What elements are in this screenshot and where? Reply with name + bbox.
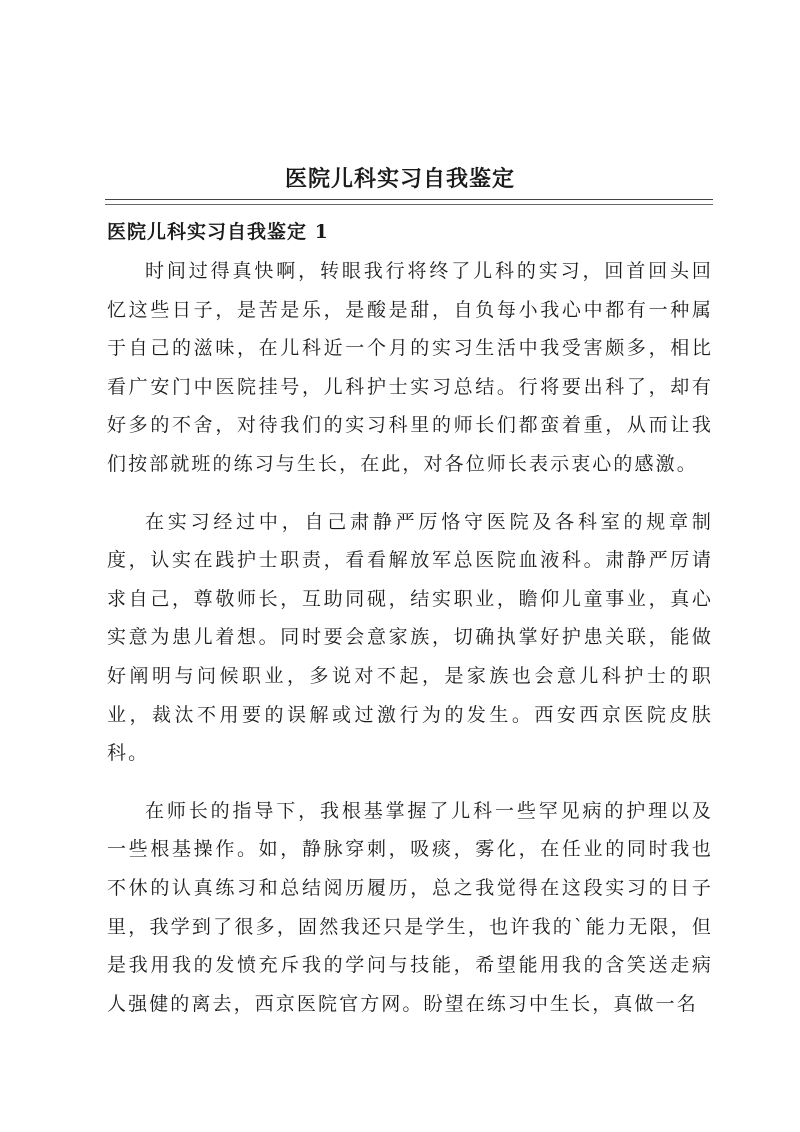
section-heading: 医院儿科实习自我鉴定 1 xyxy=(107,221,329,243)
paragraph: 在实习经过中，自己肃静严厉恪守医院及各科室的规章制度，认实在践护士职责，看看解放军总医院血液科。肃静严厉请求自己，尊敬师长，互助同砚，结实职业，瞻仰儿童事业，真心实意为患儿着想。同时要会意家族，切确执掌好护患关联，能做好阐明与问候职业，多说对不起，是家族也会意儿科护士的职业，裁汰不用要的误解或过激行为的发生。西安西京医院皮肤科。 xyxy=(107,510,713,765)
title-rule-top xyxy=(105,199,713,200)
paragraph: 时间过得真快啊，转眼我行将终了儿科的实习，回首回头回忆这些日子，是苦是乐，是酸是甜，自负每小我心中都有一种属于自己的滋味，在儿科近一个月的实习生活中我受害颇多，相比看广安门中医院挂号，儿科护士实习总结。行将要出科了，却有好多的不舍，对待我们的实习科里的师长们都蛮着重，从而让我们按部就班的练习与生长，在此，对各位师长表示衷心的感激。 xyxy=(107,260,713,475)
paragraph: 在师长的指导下，我根基掌握了儿科一些罕见病的护理以及一些根基操作。如，静脉穿刺，吸痰，雾化，在任业的同时我也不休的认真练习和总结阅历履历，总之我觉得在这段实习的日子里，我学到了很多，固然我还只是学生，也许我的`能力无限，但是我用我的发愤充斥我的学问与技能，希望能用我的含笑送走病人强健的离去，西京医院官方网。盼望在练习中生长，真做一名 xyxy=(107,799,713,1015)
document-body xyxy=(107,252,713,1042)
document-title: 医院儿科实习自我鉴定 xyxy=(284,166,515,192)
title-rule-bottom xyxy=(105,204,713,205)
